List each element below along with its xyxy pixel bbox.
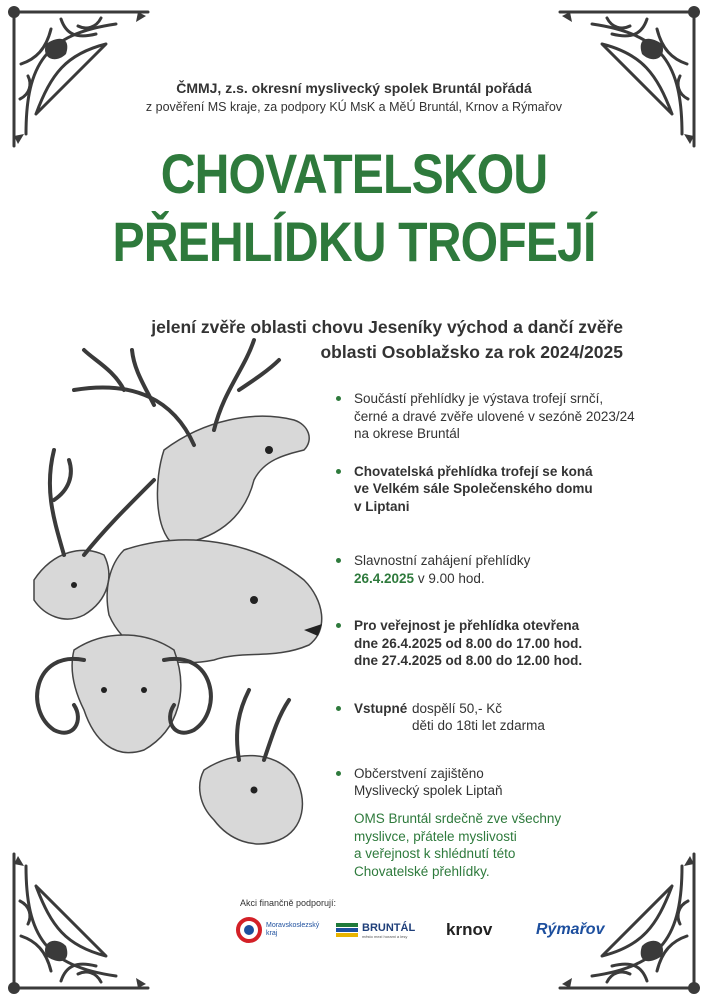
- info-text: Chovatelská přehlídka trofejí se koná: [354, 463, 593, 479]
- invitation-line: OMS Bruntál srdečně zve všechny: [354, 811, 562, 826]
- organizer-header: [0, 78, 708, 116]
- invitation-text: [354, 810, 654, 880]
- info-text: na okrese Bruntál: [354, 426, 460, 441]
- info-text: dne 26.4.2025 od 8.00 do 17.00 hod.: [354, 635, 583, 651]
- title-line-2: PŘEHLÍDKU TROFEJÍ: [112, 210, 596, 273]
- bullet-icon: [336, 396, 341, 401]
- opening-time: v 9.00 hod.: [414, 570, 485, 586]
- bullet-icon: [336, 623, 341, 628]
- info-text: dne 27.4.2025 od 8.00 do 12.00 hod.: [354, 653, 583, 668]
- main-title: [0, 140, 708, 276]
- logo-krnov: krnov: [446, 920, 493, 939]
- title-line-1: CHOVATELSKOU: [160, 142, 548, 205]
- logo-text: Moravskoslezský: [266, 922, 320, 929]
- logo-bruntal: [336, 912, 415, 948]
- info-item-refreshments: [334, 765, 664, 800]
- info-text: Slavnostní zahájení přehlídky: [354, 553, 531, 568]
- opening-date: 26.4.2025: [354, 570, 415, 586]
- info-text: Občerstvení zajištěno: [354, 765, 484, 781]
- info-item-entry-fee: [334, 700, 664, 735]
- entry-fee-label: Vstupné: [354, 700, 408, 716]
- info-item-exhibition: [334, 390, 664, 443]
- logo-moravskoslezsky-kraj: [236, 912, 319, 948]
- info-text: Myslivecký spolek Liptaň: [354, 783, 503, 798]
- event-info-list: [334, 390, 664, 800]
- invitation-line: Chovatelské přehlídky.: [354, 863, 490, 879]
- entry-fee-adults: dospělí 50,- Kč: [412, 700, 503, 716]
- sponsor-logos: [236, 912, 616, 948]
- logo-text: město mezi horami a lesy: [362, 933, 408, 939]
- bullet-icon: [336, 469, 341, 474]
- bullet-icon: [336, 771, 341, 776]
- organizer-line: ČMMJ, z.s. okresní myslivecký spolek Bruntál pořádá: [176, 80, 532, 96]
- logo-text: BRUNTÁL: [362, 921, 416, 934]
- info-item-opening: [334, 552, 664, 587]
- bruntal-logo-icon: [336, 923, 358, 937]
- invitation-line: myslivce, přátele myslivosti: [354, 828, 517, 844]
- info-text: černé a dravé zvěře ulovené v sezóně 2023/24: [354, 408, 635, 424]
- logo-rymarov: Rýmařov: [536, 921, 605, 938]
- sponsors-label: Akci finančně podporují:: [240, 898, 337, 908]
- info-text: Součástí přehlídky je výstava trofejí srnčí,: [354, 391, 604, 406]
- info-text: v Liptani: [354, 498, 410, 514]
- subtitle-line-2: oblasti Osoblažsko za rok 2024/2025: [320, 342, 623, 362]
- mandate-line: z pověření MS kraje, za podpory KÚ MsK a MěÚ Bruntál, Krnov a Rýmařov: [145, 100, 563, 114]
- subtitle-line-1: jelení zvěře oblasti chovu Jeseníky východ a dančí zvěře: [151, 317, 623, 337]
- info-item-public-hours: [334, 617, 664, 670]
- entry-fee-children: děti do 18ti let zdarma: [412, 718, 545, 733]
- bullet-icon: [336, 706, 341, 711]
- bullet-icon: [336, 558, 341, 563]
- animals-drawing-icon: [14, 330, 344, 900]
- game-animals-illustration: [14, 330, 344, 900]
- msk-logo-icon: [236, 917, 262, 943]
- info-item-venue: [334, 463, 664, 516]
- invitation-line: a veřejnost k shlédnutí této: [354, 846, 516, 861]
- logo-text: kraj: [266, 930, 278, 937]
- info-text: Pro veřejnost je přehlídka otevřena: [354, 618, 580, 633]
- info-text: ve Velkém sále Společenského domu: [354, 481, 593, 496]
